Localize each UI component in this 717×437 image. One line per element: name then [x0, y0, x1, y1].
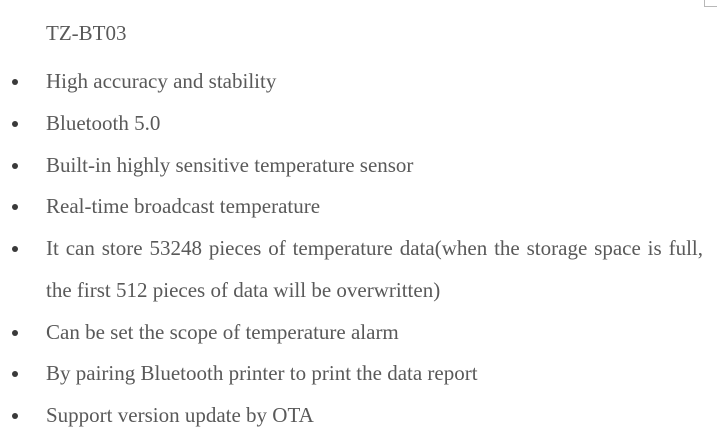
bullet-icon: [12, 413, 18, 419]
feature-text: Support version update by OTA: [46, 403, 314, 427]
list-item: [0, 145, 717, 187]
feature-text: Real-time broadcast temperature: [46, 194, 321, 219]
bullet-icon: [12, 79, 18, 85]
list-item: [0, 186, 717, 228]
feature-text: High accuracy and stability: [46, 69, 277, 93]
bullet-icon: [12, 246, 18, 252]
feature-list: [0, 61, 717, 437]
bullet-icon: [12, 371, 18, 377]
list-item: [0, 228, 717, 312]
bullet-icon: [12, 121, 18, 127]
bullet-icon: [12, 330, 18, 336]
feature-text: By pairing Bluetooth printer to print the data report: [46, 361, 478, 386]
bullet-icon: [12, 163, 18, 169]
list-item: [0, 395, 717, 437]
page-corner-mark: [704, 0, 717, 7]
feature-text: Can be set the scope of temperature alarm: [46, 319, 399, 344]
feature-text: It can store 53248 pieces of temperature data(when the storage space is full, the first 512 pieces of data will be overwritten): [46, 236, 703, 302]
feature-text: Bluetooth 5.0: [46, 110, 161, 135]
list-item: [0, 353, 717, 395]
list-item: [0, 103, 717, 145]
bullet-icon: [12, 204, 18, 210]
list-item: [0, 312, 717, 354]
feature-text: Built-in highly sensitive temperature sensor: [46, 152, 414, 177]
product-model-heading: TZ-BT03: [46, 21, 127, 45]
list-item: [0, 61, 717, 103]
